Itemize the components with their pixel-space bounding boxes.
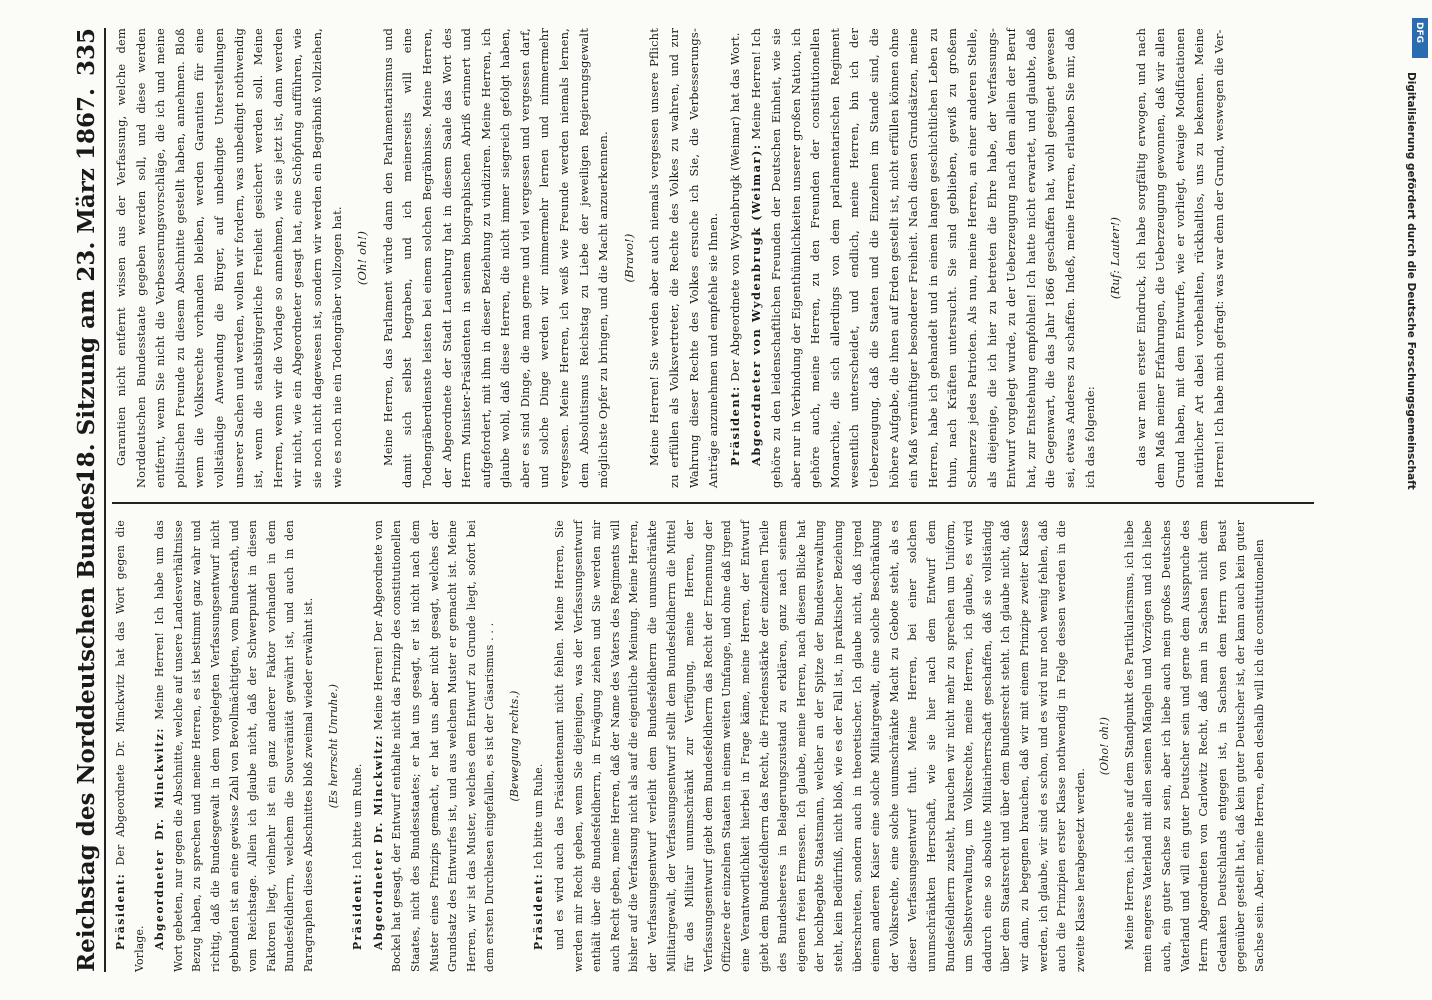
page-number: 335 bbox=[73, 28, 100, 77]
header-title-left: Reichstag des Norddeutschen Bundes. bbox=[73, 474, 100, 972]
right-column bbox=[112, 28, 1314, 488]
speech-paragraph bbox=[1121, 520, 1270, 972]
interjection-text: (Oho! oh!) bbox=[1098, 716, 1112, 776]
interjection bbox=[1096, 520, 1115, 972]
interjection bbox=[620, 28, 640, 488]
speaker-name: Abgeordneter Dr. Minckwitz: bbox=[371, 734, 385, 950]
speech-paragraph bbox=[370, 520, 500, 972]
left-column bbox=[112, 520, 1314, 972]
speech-paragraph bbox=[726, 28, 746, 488]
interjection-text: (Ruf: Lauter!) bbox=[1108, 216, 1123, 300]
dfg-logo-text: DFG bbox=[1414, 22, 1424, 44]
speech-paragraph bbox=[379, 28, 614, 488]
speaker-name: Präsident: bbox=[114, 872, 127, 950]
speech-paragraph bbox=[747, 28, 1100, 488]
paragraph-text: Meine Herren, das Parlament würde dann den Parlamentarismus und damit sich selbst begraben, und ich meinerseits will eine Todengräberdienste leisten bei einem solchen Begräbnisse. Meine Herren, der Abgeordnete der Stadt Lauenburg hat in diesem Saale das Wort des Herrn Minister-Präsidenten in seinem biographischen Abriß erinnert und aufgefordert, mit ihm in dieser Beziehung zu vindiziren. Meine Herren, ich glaube wohl, daß diese Herren, die nicht immer siegreich gefolgt haben, aber es sind Dinge, die man gerne und viel vergessen und vergessen darf, und solche Dinge werden wir nimmermehr lernen und nimmermehr vergessen. Meine Herren, ich weiß wie Freunde werden niemals lernen, dem Absolutismus Reichstag zu Liebe der jeweiligen Regierungsgewalt möglichste Opfer zu bringen, und die Macht anzuerkennen. bbox=[380, 28, 611, 488]
speech-paragraph bbox=[151, 520, 318, 972]
paragraph-text: Meine Herren! Der Abgeordnete von Bockel hat gesagt, der Entwurf enthalte nicht das Prinzip des constitutionellen Staates, nicht des Bundesstaates; er hat uns gesagt, er ist nicht nach dem Muster eines Prinzips gemacht, er hat uns aber nicht gesagt, welches der Grundsatz des Entwurfes ist, und aus welchem Muster er gemacht ist. Meine Herren, wir ist das Muster, welches dem Entwurf zu Grunde liegt, sofort bei dem ersten Durchlesen eingefallen, es ist der Cäsarismus . . . bbox=[371, 520, 497, 972]
column-divider bbox=[112, 502, 1314, 504]
credit-text: Digitalisierung gefördert durch die Deutsche Forschungsgemeinschaft bbox=[1405, 72, 1417, 490]
dfg-logo-icon bbox=[1412, 18, 1428, 58]
interjection-text: (Bewegung rechts.) bbox=[507, 690, 521, 802]
paragraph-text: Meine Herren! Ich gehöre zu den leidenschaftlichen Freunden der Deutschen Einheit, wie sie aber nur in Verbindung der Eigenthümlichkeiten unserer großen Nation, ich gehöre auch, meine Herren, zu den Freunden der constitutionellen Monarchie, die sich allerdings von dem parlamentarischen Regiment wesentlich unterscheidet, und endlich, meine Herren, bin ich der Ueberzeugung, daß die Staaten und die Einzelnen im Stande sind, die höhere Aufgabe, die ihnen auf Erden gestellt ist, nicht erfüllen können ohne ein Maß vernünftiger besonderer Freiheit. Nach diesen Grundsätzen, meine Herren, habe ich gehandelt und in einem langen geschichtlichen Leben zu thun, nach Kräften untersucht. Sie sind geblieben, gewiß zu großem Schmerze jedes Patrioten. Als nun, meine Herren, an einer anderen Stelle, als diejenige, die ich hier zu betreten die Ehre habe, der Verfassungs-Entwurf vorgelegt wurde, zu der Ueberzeugung nach dem allein der Beruf hat, zur Entstehung empfohlen! Ich hatte nicht erwartet, und glaubte, daß die Gegenwart, die das Jahr 1866 geschaffen hat, wohl geeignet gewesen sei, etwas Anderes zu schaffen. Indeß, meine Herren, erlauben Sie mir, daß ich das folgende: bbox=[749, 28, 1097, 488]
speaker-name: Abgeordneter Dr. Minckwitz: bbox=[153, 727, 167, 950]
paragraph-text: Meine Herren! Ich habe um das Wort gebeten, nur gegen die Abschnitte, welche auf unsere Landesverhältnisse Bezug haben, zu sprechen und meine Herren, es ist bestimmt ganz wahr und richtig, daß die Bundesgewalt in dem vorgelegten Verfassungsentwurf nicht gebunden ist an eine gewisse Zahl von Bevollmächtigten, vom Bundesrath, und vom Reichstage. Allein ich glaube nicht, daß der Schwerpunkt in diesen Faktoren liegt, vielmehr ist ein ganz anderer Faktor vorhanden in dem Bundesfeldherrn, welchem die Souveränität gewährt ist, und auch in den Paragraphen dieses Abschnittes bloß zweimal wieder erwähnt ist. bbox=[153, 519, 315, 972]
paragraph-text: Meine Herren! Sie werden aber auch niemals vergessen unsere Pflicht zu erfüllen als Volksvertreter, die Rechte des Volkes zu wahren, und zur Wahrung dieser Rechte des Volkes ersuche ich Sie, die Verbesserungs-Anträge anzunehmen und empfehle sie Ihnen. bbox=[647, 28, 721, 488]
paragraph-text: das war mein erster Eindruck, ich habe sorgfältig erwogen, und nach dem Maß meiner Erfahrungen, die Ueberzeugung gewonnen, daß wir allen Grund haben, mit dem Entwurfe, wie er vorliegt, etwaige Modificationen natürlicher Art dabei vorbehalten, rückhaltlos, uns zu bekennen. Meine Herren! Ich habe mich gefragt: was war denn der Grund, weswegen die Ver- bbox=[1133, 28, 1227, 488]
interjection-text: (Bravo!) bbox=[621, 233, 636, 283]
speech-paragraph bbox=[1132, 28, 1230, 488]
running-header bbox=[64, 28, 106, 972]
header-session: 18. Sitzung am 23. März 1867. bbox=[73, 88, 100, 484]
interjection bbox=[506, 520, 525, 972]
speaker-name: Präsident: bbox=[351, 872, 365, 950]
interjection bbox=[325, 520, 344, 972]
paragraph-text: Meine Herren, ich stehe auf dem Standpunkt des Partikularismus, ich liebe mein engeres Vaterland mit allen seinen Mängeln und Vorzügen und ich liebe auch, ein guter Sachse zu sein, aber ich liebe auch mein großes Deutsches Vaterland und will ein guter Deutscher sein und gerne dem Ausspruche des Herrn Abgeordneten von Carlowitz Recht, daß man in Sachsen nicht dem Gedanken Deutschlands entgegen ist, in Sachsen dem Herrn von Beust gegenüber gestellt hat, daß kein guter Deutscher ist, der kann auch kein guter Sachse sein. Aber, meine Herren, eben deshalb will ich die constitutionellen bbox=[1122, 520, 1267, 972]
interjection bbox=[353, 28, 373, 488]
speech-paragraph bbox=[112, 520, 149, 972]
paragraph-text: Ich bitte um Ruhe. bbox=[532, 763, 546, 870]
speaker-name: Präsident: bbox=[532, 872, 546, 950]
speaker-name: Abgeordneter von Wydenbrugk (Weimar): bbox=[749, 143, 764, 466]
interjection-text: (Oh! oh!) bbox=[355, 230, 370, 286]
speech-paragraph bbox=[551, 520, 1090, 972]
paragraph-text: Ich bitte um Ruhe. bbox=[351, 763, 365, 870]
paragraph-text: und es wird auch das Präsidentenamt nicht fehlen. Meine Herren, Sie werden mir Recht geben, wenn Sie diejenigen, was der Verfassungsentwurf enthält über die Bundesfeldherrn, in Erwägung ziehen und Sie werden mir auch Recht geben, meine Herren, daß der Name des Vaters des Regiments will bisher auf die Verfassung nicht als auf die eigentliche Meinung. Meine Herren, der Verfassungsentwurf verleiht dem Bundesfeldherrn die unumschränkte Militairgewalt, der Verfassungsentwurf stellt dem Bundesfeldherrn die Mittel für das Militair unumschränkt zur Verfügung, meine Herren, der Verfassungsentwurf giebt dem Bundesfeldherrn das Recht der Ernennung der Offiziere der einzelnen Staaten in einem weiten Umfange, und ohne daß irgend eine Verantwortlichkeit hierbei in Frage käme, meine Herren, der Entwurf giebt dem Bundesfeldherrn das Recht, die Friedensstärke der einzelnen Theile des Bundesheeres in Belagerungszustand zu erklären, ganz nach seinem eigenen freien Ermessen. Ich glaube, meine Herren, nach diesem Blicke hat der hochbegabte Staatsmann, welcher an der Spitze der Bundesverwaltung steht, kein Bedürfniß, nicht bloß, wie es der Fall ist, in praktischer Beziehung überschreiten, sondern auch in theoretischer. Ich glaube nicht, daß irgend einem anderen Kaiser eine solche Militairgewalt, eine solche Beschränkung der Volksrechte, eine solche unumschränkte Macht zu Gebote steht, als es dieser Verfassungsentwurf thut. Meine Herren, bei einer solchen unumschränkten Herrschaft, wie sie hier nach dem Entwurf dem Bundesfeldherrn zusteht, brauchen wir nicht mehr zu sprechen um Uniform, um Selbstverwaltung, um Volksrechte, meine Herren, ich glaube, es wird dadurch eine so absolute Militairherrschaft geschaffen, daß sie vollständig über dem Staatsrecht und über dem Bundesrecht steht. Ich glaube nicht, daß wir dann, zu begegnen brauchen, daß wir mit einem Prinzipe zweiter Klasse werden, ich glaube, wir sind es schon, und es wird nur noch wenig fehlen, daß auch die Prinzipien erster Klasse nothwendig in Folge dessen werden in die zweite Klasse herabgesetzt werden. bbox=[553, 520, 1087, 972]
speech-paragraph bbox=[349, 520, 368, 972]
interjection-text: (Es herrscht Unruhe.) bbox=[326, 683, 340, 809]
speech-paragraph bbox=[530, 520, 549, 972]
paragraph-text: Garantien nicht entfernt wissen aus der Verfassung, welche dem Norddeutschen Bundesstaate gegeben werden soll, und diese werden entfernt, wenn Sie nicht die Verbesserungsvorschläge, die ich und meine politischen Freunde zu diesem Abschnitte gestellt haben, annehmen. Bloß wenn die Volksrechte vorhanden bleiben, werden Garantien für eine vollständige Anwendung die Bürger, auf unbedingte Unterstellungen unserer Sachen und werden, wollen wir fordern, was unbedingt nothwendig ist, wenn die staatsbürgerliche Freiheit gesichert werden soll. Meine Herren, wenn wir die Vorlage so annehmen, wie sie jetzt ist, dann werden wir nicht, wie ein Abgeordneter gesagt hat, eine Schöpfung aufführen, wie sie noch nicht dagewesen ist, sondern wir werden ein Begräbniß vollziehen, wie es noch nie ein Todengräber vollzogen hat. bbox=[114, 28, 344, 488]
paragraph-text: Der Abgeordnete Dr. Minckwitz hat das Wort gegen die Vorlage. bbox=[114, 520, 146, 972]
speech-paragraph bbox=[112, 28, 347, 488]
paragraph-text: Der Abgeordnete von Wydenbrugk (Weimar) hat das Wort. bbox=[727, 32, 742, 382]
interjection bbox=[1106, 28, 1126, 488]
speech-paragraph bbox=[645, 28, 723, 488]
speaker-name: Präsident: bbox=[727, 385, 742, 466]
